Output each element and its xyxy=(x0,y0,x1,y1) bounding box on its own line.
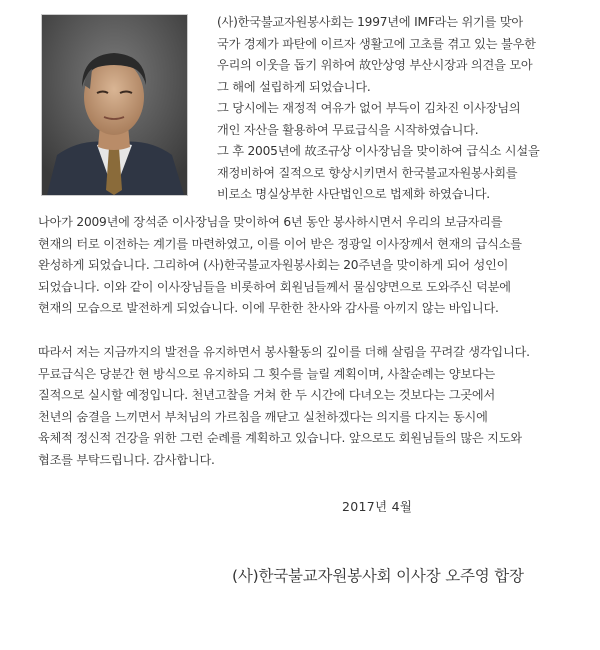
intro-text xyxy=(217,12,577,206)
paragraph-line: 천년의 숨결을 느끼면서 부처님의 가르침을 깨닫고 실천하겠다는 의지를 다지는 동시에 xyxy=(38,409,488,424)
intro-line: 그 해에 설립하게 되었습니다. xyxy=(217,79,371,94)
intro-line: 개인 자산을 활용하여 무료급식을 시작하였습니다. xyxy=(217,122,479,137)
paragraph-line: 완성하게 되었습니다. 그리하여 (사)한국불교자원봉사회는 20주년을 맞이하게 되어 성인이 xyxy=(38,258,509,272)
paragraph-line: 육체적 정신적 건강을 위한 그런 순례를 계획하고 있습니다. 앞으로도 회원님들의 많은 지도와 xyxy=(38,431,522,445)
intro-line: 비로소 명실상부한 사단법인으로 법제화 하였습니다. xyxy=(217,187,490,201)
intro-line: 재정비하여 질적으로 향상시키면서 한국불교자원봉사회를 xyxy=(217,165,518,180)
intro-line: 그 당시에는 재정적 여유가 없어 부득이 김차진 이사장님의 xyxy=(217,101,521,115)
paragraph-history xyxy=(38,212,576,320)
intro-line: 국가 경제가 파탄에 이르자 생활고에 고초를 겪고 있는 불우한 xyxy=(217,36,536,51)
paragraph-line: 나아가 2009년에 장석준 이사장님을 맞이하여 6년 동안 봉사하시면서 우리의 보금자리를 xyxy=(38,215,503,229)
paragraph-line: 따라서 저는 지금까지의 발전을 유지하면서 봉사활동의 깊이를 더해 살림을 꾸려갈 생각입니다. xyxy=(38,345,530,359)
letter-date: 2017년 4월 xyxy=(342,499,413,514)
signature-line: (사)한국불교자원봉사회 이사장 오주영 합장 xyxy=(232,567,524,585)
paragraph-line: 현재의 터로 이전하는 계기를 마련하였고, 이를 이어 받은 정광일 이사장께서 현재의 급식소를 xyxy=(38,236,522,251)
paragraph-line: 협조를 부탁드립니다. 감사합니다. xyxy=(38,452,215,467)
portrait-photo xyxy=(42,15,187,195)
paragraph-line: 질적으로 실시할 예정입니다. 천년고찰을 거쳐 한 두 시간에 다녀오는 것보다는 그곳에서 xyxy=(38,388,496,402)
intro-line: 그 후 2005년에 故조규상 이사장님을 맞이하여 급식소 시설을 xyxy=(217,144,540,158)
paragraph-plans xyxy=(38,342,576,471)
paragraph-line: 무료급식은 당분간 현 방식으로 유지하되 그 횟수를 늘릴 계획이며, 사찰순례는 양보다는 xyxy=(38,366,496,381)
paragraph-line: 되었습니다. 이와 같이 이사장님들을 비롯하여 회원님들께서 물심양면으로 도와주신 덕분에 xyxy=(38,279,511,294)
intro-line: (사)한국불교자원봉사회는 1997년에 IMF라는 위기를 맞아 xyxy=(217,15,524,29)
paragraph-line: 현재의 모습으로 발전하게 되었습니다. 이에 무한한 찬사와 감사를 아끼지 않는 바입니다. xyxy=(38,301,499,315)
portrait-icon xyxy=(42,15,187,195)
intro-line: 우리의 이웃을 돕기 위하여 故안상영 부산시장과 의견을 모아 xyxy=(217,58,533,72)
